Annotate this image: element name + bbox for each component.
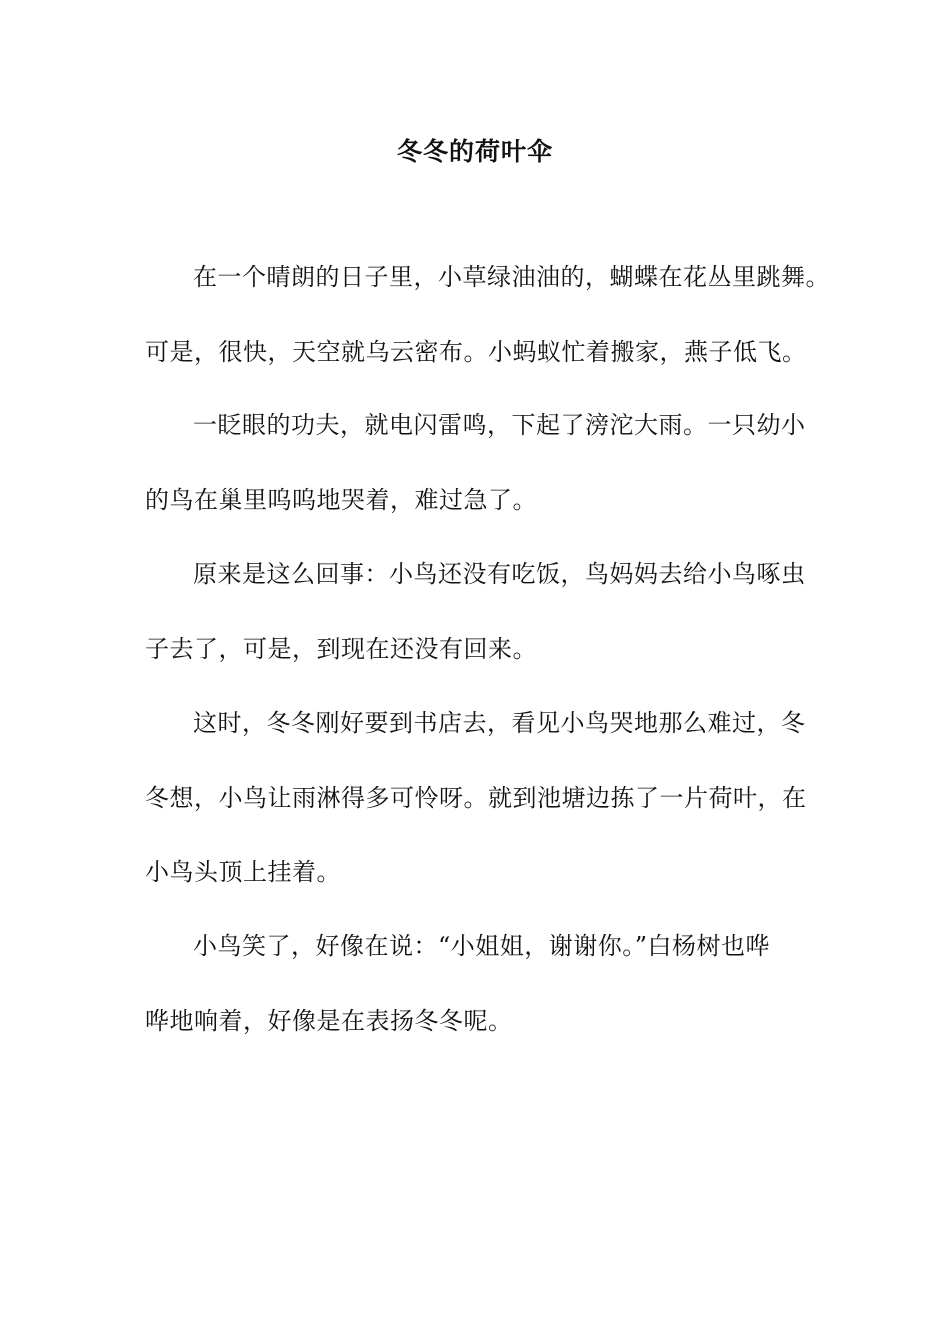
paragraph-2-line-2: 的鸟在巢里呜呜地哭着，难过急了。	[145, 486, 537, 514]
paragraph-4-line-3: 小鸟头顶上挂着。	[145, 858, 341, 886]
paragraph-3-line-2: 子去了，可是，到现在还没有回来。	[145, 635, 537, 663]
paragraph-2-line-1: 一眨眼的功夫，就电闪雷鸣，下起了滂沱大雨。一只幼小	[193, 411, 806, 439]
paragraph-5-line-1: 小鸟笑了，好像在说：“小姐姐，谢谢你。”白杨树也哗	[193, 932, 771, 960]
paragraph-5-line-2: 哗地响着，好像是在表扬冬冬呢。	[145, 1007, 513, 1035]
paragraph-1-line-2: 可是，很快，天空就乌云密布。小蚂蚁忙着搬家，燕子低飞。	[145, 338, 807, 366]
paragraph-1-line-1: 在一个晴朗的日子里，小草绿油油的，蝴蝶在花丛里跳舞。	[193, 263, 830, 291]
paragraph-4-line-1: 这时，冬冬刚好要到书店去，看见小鸟哭地那么难过，冬	[193, 709, 806, 737]
document-title: 冬冬的荷叶伞	[396, 137, 553, 166]
paragraph-3-line-1: 原来是这么回事：小鸟还没有吃饭，鸟妈妈去给小鸟啄虫	[193, 560, 806, 588]
paragraph-4-line-2: 冬想，小鸟让雨淋得多可怜呀。就到池塘边拣了一片荷叶，在	[145, 784, 807, 812]
